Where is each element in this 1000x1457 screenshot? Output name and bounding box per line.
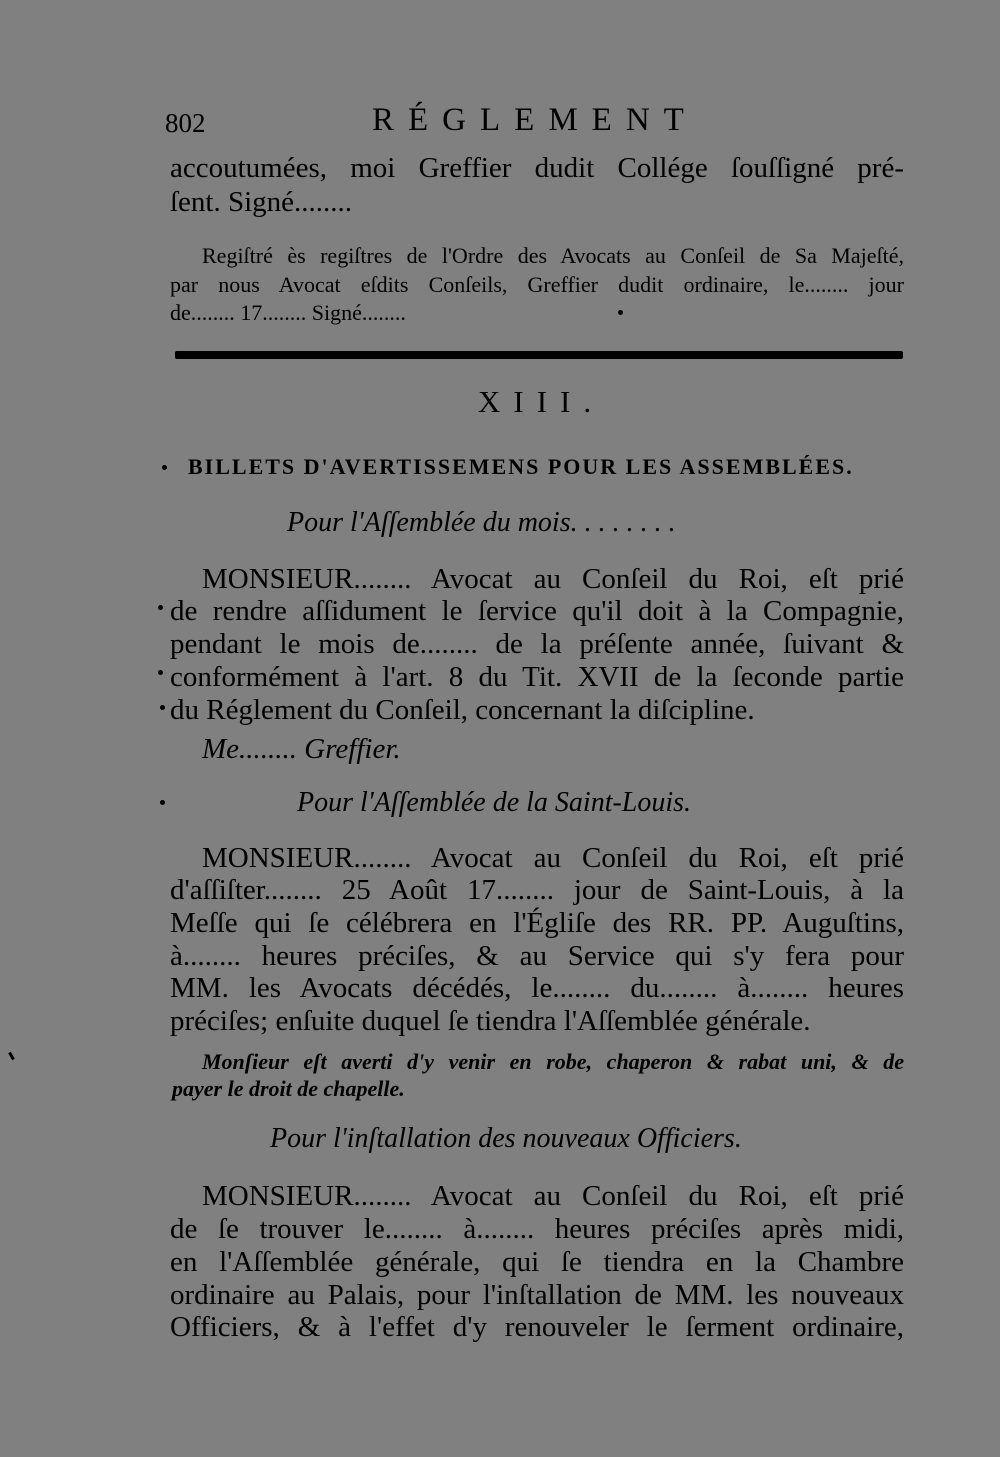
- registration-note-line: de........ 17........ Signé........: [170, 300, 406, 325]
- section-divider-rule: [175, 351, 903, 359]
- dress-note-line: Monſieur eſt averti d'y venir en robe, chaperon & rabat uni, & de: [202, 1049, 904, 1074]
- page-number: 802: [165, 108, 206, 138]
- subheading-saint-louis-assembly: Pour l'Aſſemblée de la Saint-Louis.: [297, 787, 692, 818]
- running-title: RÉGLEMENT: [372, 102, 698, 138]
- print-speck: [158, 605, 163, 610]
- continuation-line: ſent. Signé........: [170, 186, 353, 218]
- print-speck: [158, 670, 163, 675]
- registration-note-line: Regiſtré ès regiſtres de l'Ordre des Avocats au Conſeil de Sa Majeſté,: [202, 243, 904, 268]
- registration-note-line: par nous Avocat eſdits Conſeils, Greffier dudit ordinaire, le........ jour: [170, 272, 904, 297]
- print-speck: [160, 705, 165, 710]
- notice-line: de rendre aſſidument le ſervice qu'il doit à la Compagnie,: [170, 595, 904, 627]
- print-speck: [8, 1052, 15, 1060]
- notice-line: Meſſe qui ſe célébrera en l'Égliſe des RR. PP. Auguſtins,: [170, 907, 904, 939]
- notice-line: pendant le mois de........ de la préſente année, ſuivant &: [170, 628, 904, 660]
- notice-line: conformément à l'art. 8 du Tit. XVII de la ſeconde partie: [170, 661, 904, 693]
- notice-line: MM. les Avocats décédés, le........ du........ à........ heures: [170, 972, 904, 1004]
- subheading-officer-installation: Pour l'inſtallation des nouveaux Officiers.: [270, 1123, 742, 1154]
- registrar-signature: Me........ Greffier.: [202, 733, 401, 765]
- notice-line: de ſe trouver le........ à........ heures préciſes après midi,: [170, 1213, 904, 1245]
- notice-line: préciſes; enſuite duquel ſe tiendra l'Aſſemblée générale.: [170, 1005, 811, 1037]
- continuation-line: accoutumées, moi Greffier dudit Collége ſouſſigné pré-: [170, 152, 904, 184]
- notice-line: d'aſſiſter........ 25 Août 17........ jour de Saint-Louis, à la: [170, 874, 904, 906]
- section-title: BILLETS D'AVERTISSEMENS POUR LES ASSEMBLÉES.: [188, 454, 854, 479]
- print-speck: [160, 800, 165, 805]
- section-number: XIII.: [478, 384, 605, 419]
- dress-note-line: payer le droit de chapelle.: [172, 1076, 405, 1101]
- notice-line: MONSIEUR........ Avocat au Conſeil du Roi, eſt prié: [202, 842, 904, 874]
- notice-line: Officiers, & à l'effet d'y renouveler le ſerment ordinaire,: [170, 1311, 904, 1343]
- notice-line: MONSIEUR........ Avocat au Conſeil du Roi, eſt prié: [202, 1180, 904, 1212]
- notice-line: ordinaire au Palais, pour l'inſtallation de MM. les nouveaux: [170, 1279, 904, 1311]
- print-speck: [618, 310, 623, 315]
- notice-line: à........ heures préciſes, & au Service qui s'y fera pour: [170, 940, 904, 972]
- print-speck: [162, 465, 167, 470]
- subheading-monthly-assembly: Pour l'Aſſemblée du mois. . . . . . . .: [287, 507, 676, 538]
- notice-line: du Réglement du Conſeil, concernant la diſcipline.: [170, 694, 755, 726]
- notice-line: en l'Aſſemblée générale, qui ſe tiendra en la Chambre: [170, 1246, 904, 1278]
- notice-line: MONSIEUR........ Avocat au Conſeil du Roi, eſt prié: [202, 563, 904, 595]
